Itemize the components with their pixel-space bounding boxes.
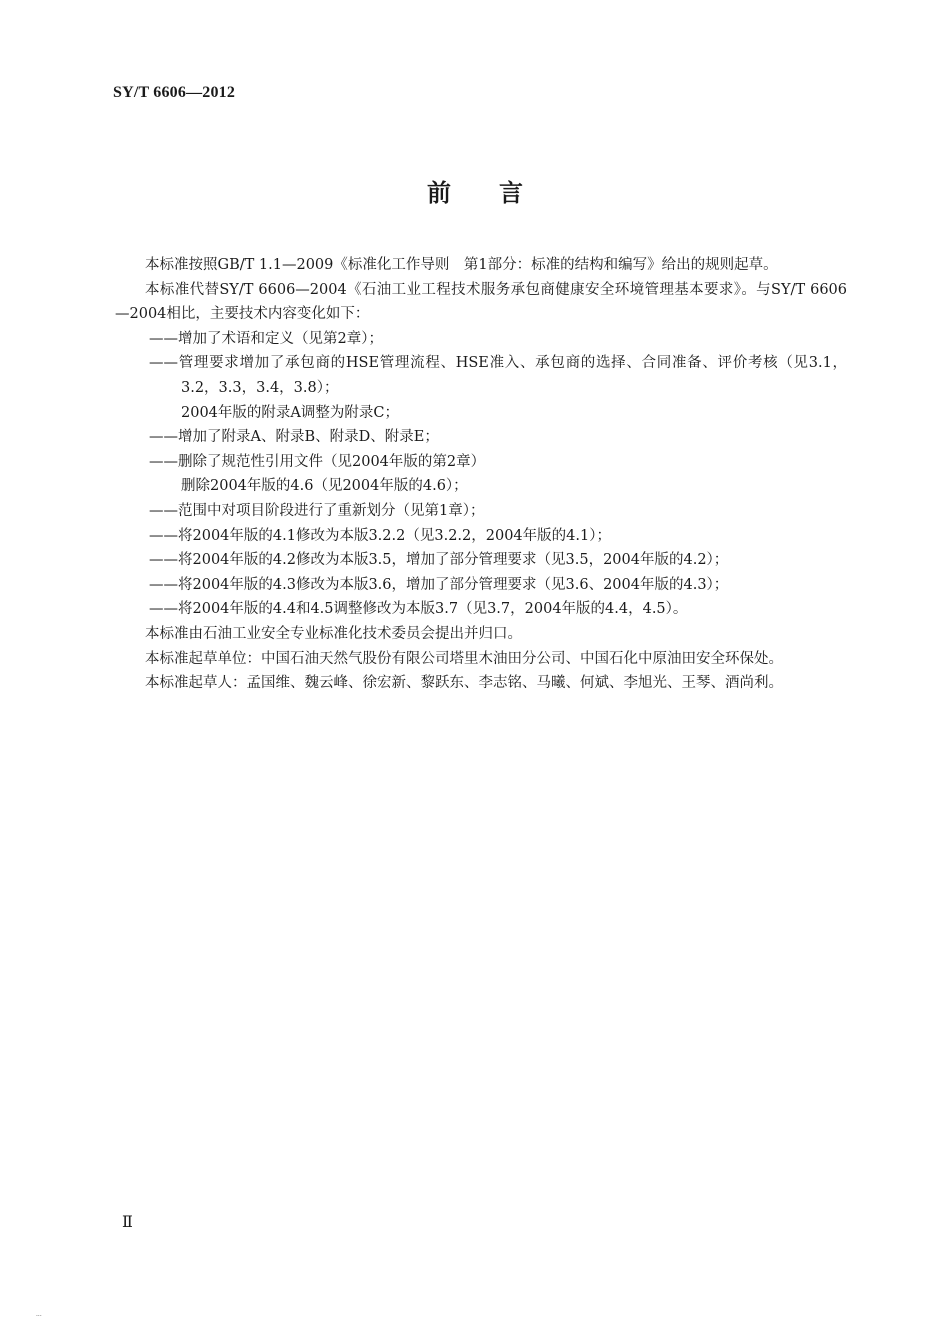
change-item: ——删除了规范性引用文件（见2004年版的第2章） xyxy=(149,453,486,470)
change-item: ——管理要求增加了承包商的HSE管理流程、HSE准入、承包商的选择、合同准备、评价考核（见3.1，3.2，3.3，3.4，3.8）； xyxy=(149,355,847,396)
paragraph-replacement: 本标准代替SY/T 6606—2004《石油工业工程技术服务承包商健康安全环境管理基本要求》。与SY/T 6606—2004相比，主要技术内容变化如下： xyxy=(115,281,847,323)
page-title: 前言 xyxy=(427,179,571,207)
change-item: ——增加了术语和定义（见第2章）； xyxy=(149,330,383,347)
change-item: ——将2004年版的4.4和4.5调整修改为本版3.7（见3.7，2004年版的4.4，4.5）。 xyxy=(149,601,688,618)
change-item: ——范围中对项目阶段进行了重新划分（见第1章）； xyxy=(149,502,485,519)
change-item-sub: 2004年版的附录A调整为附录C； xyxy=(181,404,399,421)
paragraph-drafting-units: 本标准起草单位：中国石油天然气股份有限公司塔里木油田分公司、中国石化中原油田安全环保处。 xyxy=(145,650,783,667)
foreword-body xyxy=(115,253,847,696)
change-item: ——增加了附录A、附录B、附录D、附录E； xyxy=(149,429,439,446)
change-item-sub: 删除2004年版的4.6（见2004年版的4.6）； xyxy=(181,478,468,495)
standard-code: SY/T 6606—2012 xyxy=(113,84,236,101)
paragraph-proposer: 本标准由石油工业安全专业标准化技术委员会提出并归口。 xyxy=(145,625,522,642)
paragraph-drafting-rules: 本标准按照GB/T 1.1—2009《标准化工作导则 第1部分：标准的结构和编写》给出的规则起草。 xyxy=(145,257,778,273)
paragraph-drafters: 本标准起草人：孟国维、魏云峰、徐宏新、黎跃东、李志铭、马曦、何斌、李旭光、王琴、酒尚利。 xyxy=(145,675,783,692)
page-number: Ⅱ xyxy=(122,1214,133,1231)
change-item: ——将2004年版的4.2修改为本版3.5，增加了部分管理要求（见3.5，2004年版的4.2）； xyxy=(149,552,729,569)
corner-mark: ... xyxy=(36,1311,42,1318)
change-item: ——将2004年版的4.3修改为本版3.6，增加了部分管理要求（见3.6、2004年版的4.3）； xyxy=(149,576,729,593)
change-item: ——将2004年版的4.1修改为本版3.2.2（见3.2.2，2004年版的4.1）； xyxy=(149,527,611,544)
